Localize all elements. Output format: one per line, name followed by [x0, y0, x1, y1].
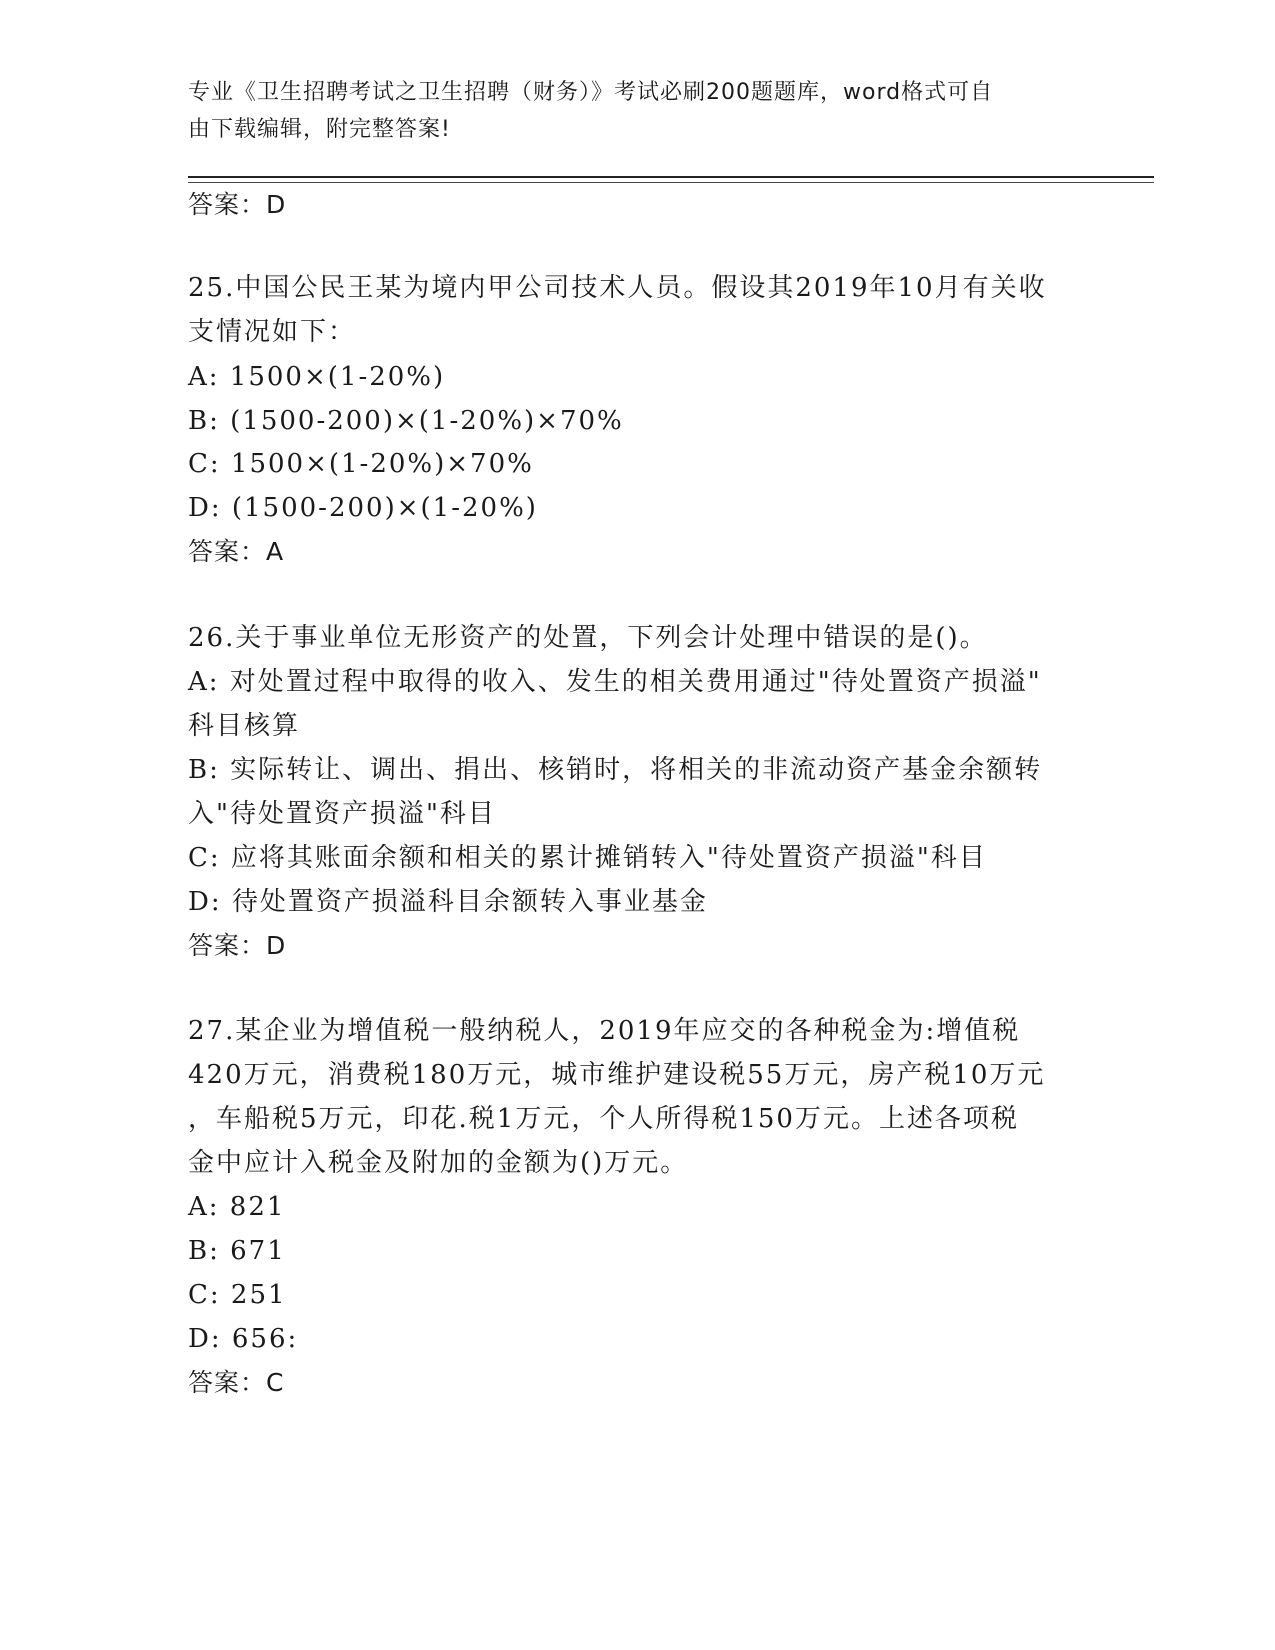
q27-option-a: A: 821: [188, 1192, 286, 1222]
q25-answer: 答案：A: [188, 537, 285, 566]
header-line-1: 专业《卫生招聘考试之卫生招聘（财务）》考试必刷200题题库，word格式可自: [188, 80, 994, 105]
q26-option-c: C: 应将其账面余额和相关的累计摊销转入"待处置资产损溢"科目: [188, 843, 987, 873]
q26-option-d: D: 待处置资产损溢科目余额转入事业基金: [188, 887, 708, 917]
q27-option-b: B: 671: [188, 1236, 286, 1266]
q26-answer: 答案：D: [188, 931, 287, 960]
q25-option-a: A: 1500×(1-20%): [188, 362, 446, 392]
q26-option-a-line-1: A: 对处置过程中取得的收入、发生的相关费用通过"待处置资产损溢": [188, 667, 1042, 697]
q27-answer: 答案：C: [188, 1368, 285, 1397]
header-divider-thick: [188, 176, 1154, 178]
q25-option-c: C: 1500×(1-20%)×70%: [188, 449, 534, 479]
q25-stem-line-2: 支情况如下：: [188, 317, 357, 347]
header-divider-thin: [188, 182, 1154, 183]
document-header: [188, 74, 1068, 148]
q25-option-d: D: (1500-200)×(1-20%): [188, 493, 538, 523]
q27-stem-line-3: ，车船税5万元，印花.税1万元，个人所得税150万元。上述各项税: [188, 1104, 1019, 1134]
prev-answer: 答案：D: [188, 190, 287, 219]
q27-stem-line-4: 金中应计入税金及附加的金额为()万元。: [188, 1148, 689, 1178]
q26-stem-line-1: 26.关于事业单位无形资产的处置，下列会计处理中错误的是()。: [188, 623, 988, 653]
q26-option-a-line-2: 科目核算: [188, 711, 301, 741]
q27-stem-line-1: 27.某企业为增值税一般纳税人，2019年应交的各种税金为:增值税: [188, 1016, 1021, 1046]
q27-option-d: D: 656:: [188, 1324, 299, 1354]
q25-stem-line-1: 25.中国公民王某为境内甲公司技术人员。假设其2019年10月有关收: [188, 273, 1047, 303]
header-line-2: 由下载编辑，附完整答案!: [188, 117, 451, 142]
q27-stem-line-2: 420万元，消费税180万元，城市维护建设税55万元，房产税10万元: [188, 1060, 1046, 1090]
q26-option-b-line-1: B: 实际转让、调出、捐出、核销时，将相关的非流动资产基金余额转: [188, 755, 1043, 785]
q25-option-b: B: (1500-200)×(1-20%)×70%: [188, 406, 624, 436]
q26-option-b-line-2: 入"待处置资产损溢"科目: [188, 799, 496, 829]
q27-option-c: C: 251: [188, 1280, 287, 1310]
